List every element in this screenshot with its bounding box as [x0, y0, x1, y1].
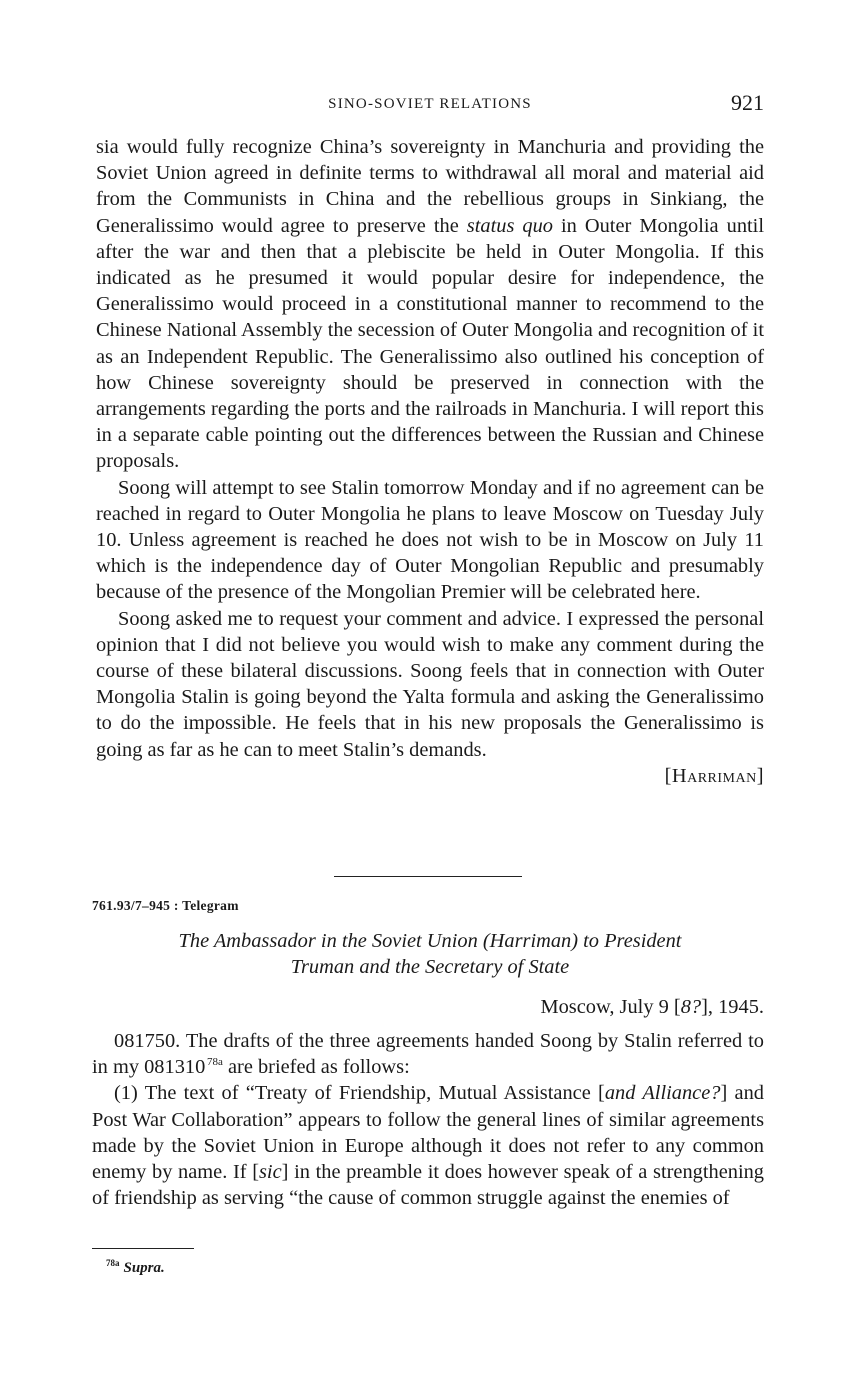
- document-body: [92, 1028, 764, 1211]
- footnote-text: Supra.: [123, 1260, 165, 1276]
- footnote: [106, 1258, 165, 1277]
- running-title: SINO-SOVIET RELATIONS: [328, 96, 532, 112]
- footnote-mark: 78a: [106, 1258, 120, 1268]
- signature: [Harriman]: [664, 764, 764, 787]
- document-reference: 761.93/7–945 : Telegram: [92, 898, 239, 913]
- paragraph-1: sia would fully recognize China’s sovereignty in Manchuria and providing the Soviet Union agreed in definite terms to withdrawal all moral and material aid from the Communists in China and the rebellious groups in Sinkiang, the Generalissimo would agree to preserve the status quo in Outer Mongolia until after the war and then that a plebiscite be held in Outer Mongolia. If this indicated as he presumed it would popular desire for independence, the Generalissimo would proceed in a constitutional manner to recommend to the Chinese National Assembly the secession of Outer Mongolia and recognition of it as an Independent Republic. The Generalissimo also outlined his conception of how Chinese sovereignty should be preserved in connection with the arrangements regarding the ports and the railroads in Manchuria. I will report this in a separate cable pointing out the differences between the Russian and Chinese proposals.: [96, 136, 765, 473]
- dateline: Moscow, July 9 [8?], 1945.: [540, 996, 764, 1018]
- italic-term: status quo: [466, 214, 553, 237]
- paragraph-2: Soong will attempt to see Stalin tomorrow Monday and if no agreement can be reached in regard to Outer Mongolia he plans to leave Moscow on Tuesday July 10. Unless agreement is reached he does not wish to be in Moscow on July 11 which is the independence day of Outer Mongolian Republic and presumably because of the presence of the Mongolian Premier will be celebrated here.: [96, 476, 764, 604]
- document-heading: [96, 928, 764, 980]
- section-body: [96, 134, 764, 789]
- section-divider: [334, 876, 522, 877]
- running-head: [96, 90, 764, 120]
- heading-line-2: Truman and the Secretary of State: [290, 956, 570, 978]
- doc-paragraph-1: 081750. The drafts of the three agreements handed Soong by Stalin referred to in my 081310 $^{78a}$ are briefed as follows:: [92, 1030, 764, 1079]
- doc-paragraph-2: (1) The text of “Treaty of Friendship, Mutual Assistance [and Alliance?] and Post War Collaboration” appears to follow the general lines of similar agreements made by the Soviet Union in Europe although it does not refer to any common enemy by name. If [sic] in the preamble it does however speak of a strengthening of friendship as serving “the cause of common struggle against the enemies of: [92, 1082, 764, 1210]
- paragraph-3: Soong asked me to request your comment and advice. I expressed the personal opinion that I did not believe you would wish to make any comment during the course of these bilateral discussions. Soong feels that in connection with Outer Mongolia Stalin is going beyond the Yalta formula and asking the Generalissimo to do the impossible. He feels that in his new proposals the Generalissimo is going as far as he can to meet Stalin’s demands.: [96, 607, 764, 761]
- footnote-reference: 78a: [207, 1056, 223, 1069]
- page-number: 921: [731, 90, 764, 115]
- heading-line-1: The Ambassador in the Soviet Union (Harriman) to President: [178, 930, 682, 952]
- footnote-divider: [92, 1248, 194, 1249]
